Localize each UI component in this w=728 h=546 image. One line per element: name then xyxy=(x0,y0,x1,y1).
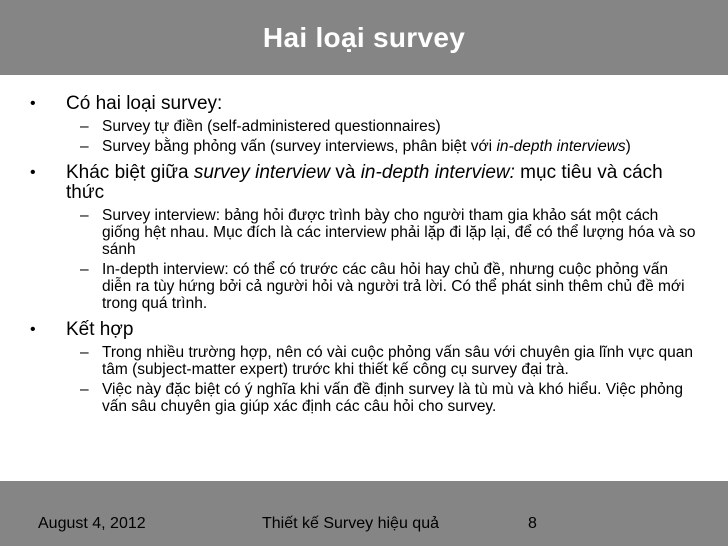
sub-item xyxy=(30,381,700,415)
sub-list xyxy=(30,207,700,312)
sub-text: ) xyxy=(625,138,631,155)
sub-text-italic: in-depth interviews xyxy=(496,138,626,155)
bullet-text: Khác biệt giữa xyxy=(66,162,194,183)
sub-item xyxy=(30,138,700,155)
sub-text: Survey interview: bảng hỏi được trình bày cho người tham gia khảo sát một cách giống hệt nhau. Mục đích là các interview phải lặp đi lặp lại, để có thể lượng hóa và so sánh xyxy=(102,207,696,258)
slide-content xyxy=(30,86,700,415)
bullet-text-italic: survey interview xyxy=(193,162,331,183)
sub-text: In-depth interview: có thể có trước các câu hỏi hay chủ đề, nhưng cuộc phỏng vấn diễn ra tùy hứng bởi cả người hỏi và người trả lời. Có thể phát sinh thêm chủ đề mới trong quá trình. xyxy=(102,261,685,312)
footer-bar xyxy=(0,481,728,546)
bullet-text-italic: in-depth interview: xyxy=(360,162,515,183)
sub-item xyxy=(30,261,700,312)
bullet-text: mục tiêu và cách thức xyxy=(66,162,663,203)
sub-text: Việc này đặc biệt có ý nghĩa khi vấn đề định survey là tù mù và khó hiểu. Việc phỏng vấn sâu chuyên gia giúp xác định các câu hỏi cho survey. xyxy=(102,381,684,415)
bullet-item xyxy=(30,320,700,340)
dash-icon: – xyxy=(80,344,89,361)
dash-icon: – xyxy=(80,381,89,398)
dash-icon: – xyxy=(80,261,89,278)
bullet-text: Kết hợp xyxy=(66,319,134,340)
bullet-text: và xyxy=(330,162,361,183)
dash-icon: – xyxy=(80,207,89,224)
sub-list xyxy=(30,344,700,415)
sub-item xyxy=(30,118,700,135)
dash-icon: – xyxy=(80,118,89,135)
sub-text: Survey tự điền (self-administered questionnaires) xyxy=(102,118,441,135)
slide-title: Hai loại survey xyxy=(262,22,466,53)
bullet-icon: • xyxy=(30,321,36,338)
sub-list xyxy=(30,118,700,155)
sub-item xyxy=(30,207,700,258)
footer-date: August 4, 2012 xyxy=(38,515,146,532)
bullet-item xyxy=(30,94,700,114)
dash-icon: – xyxy=(80,138,89,155)
footer-title: Thiết kế Survey hiệu quả xyxy=(262,515,439,532)
bullet-icon: • xyxy=(30,95,36,112)
bullet-icon: • xyxy=(30,164,36,181)
bullet-text: Có hai loại survey: xyxy=(66,93,223,114)
page-number: 8 xyxy=(528,515,537,532)
sub-item xyxy=(30,344,700,378)
sub-text: Trong nhiều trường hợp, nên có vài cuộc phỏng vấn sâu với chuyên gia lĩnh vực quan tâm (subject-matter expert) trước khi thiết kế công cụ survey đại trà. xyxy=(102,344,693,378)
bullet-item xyxy=(30,163,700,203)
sub-text: Survey bằng phỏng vấn (survey interviews, phân biệt với xyxy=(102,138,497,155)
